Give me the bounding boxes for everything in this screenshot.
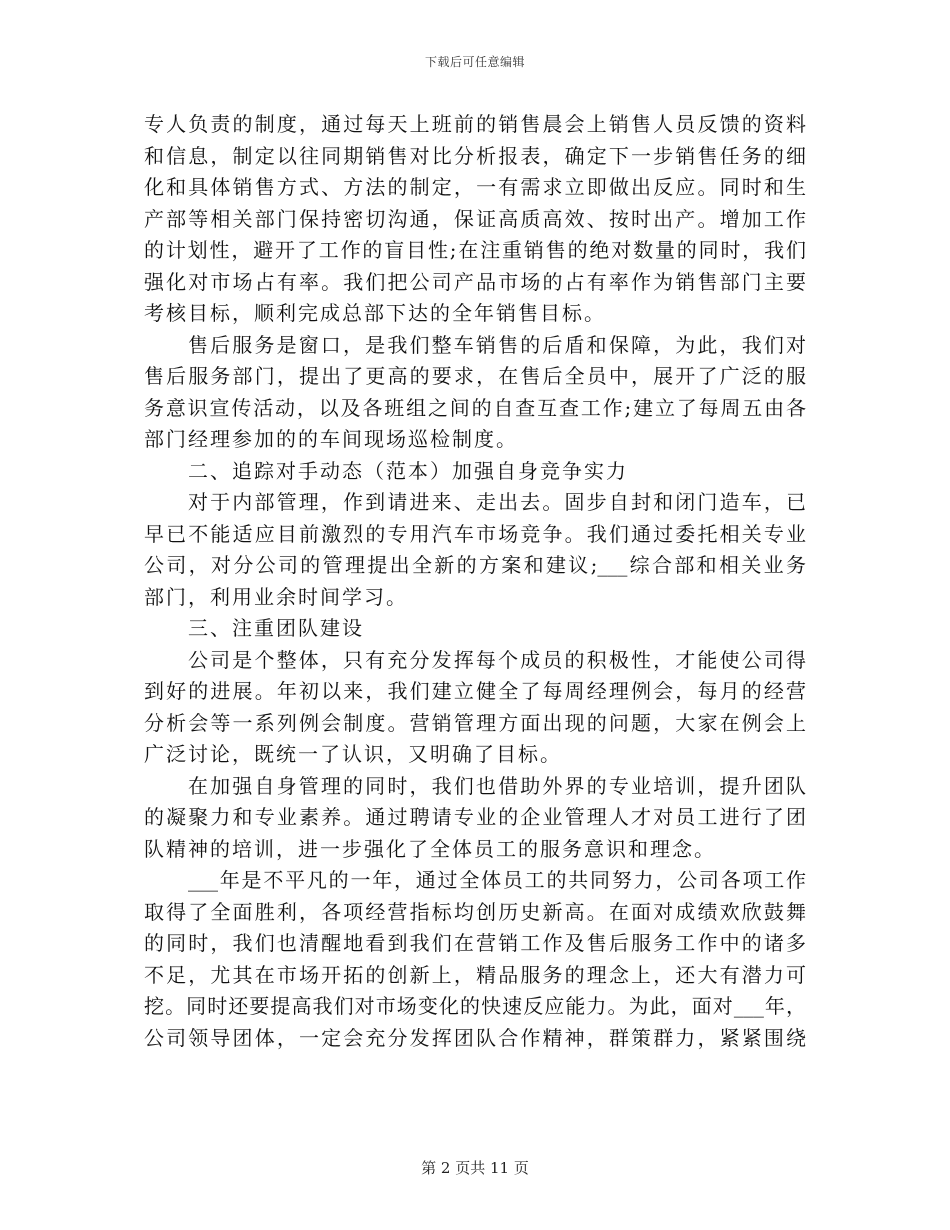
section-heading: 三、注重团队建设 xyxy=(188,616,364,640)
text-line: 产部等相关部门保持密切沟通，保证高质高效、按时出产。增加工作 xyxy=(144,206,806,231)
text-line: 挖。同时还要提高我们对市场变化的快速反应能力。为此，面对___年， xyxy=(144,994,806,1018)
page-footer: 第 2 页共 11 页 xyxy=(421,1159,529,1177)
paragraph-first-line: ___年是不平凡的一年，通过全体员工的共同努力，公司各项工作 xyxy=(188,868,806,892)
text-line: 广泛讨论，既统一了认识，又明确了目标。 xyxy=(144,742,562,766)
text-line: 队精神的培训，进一步强化了全体员工的服务意识和理念。 xyxy=(144,836,716,861)
text-line: 强化对市场占有率。我们把公司产品市场的占有率作为销售部门主要 xyxy=(144,269,806,294)
text-line: 化和具体销售方式、方法的制定，一有需求立即做出反应。同时和生 xyxy=(144,175,806,199)
text-line: 取得了全面胜利，各项经营指标均创历史新高。在面对成绩欢欣鼓舞 xyxy=(144,899,806,924)
paragraph-first-line: 对于内部管理，作到请进来、走出去。固步自封和闭门造车，已 xyxy=(188,490,806,514)
text-line: 的计划性，避开了工作的盲目性;在注重销售的绝对数量的同时，我们 xyxy=(144,238,806,262)
body-text xyxy=(144,109,806,1054)
page-header: 下载后可任意编辑 xyxy=(424,55,525,69)
text-line: 售后服务部门，提出了更高的要求，在售后全员中，展开了广泛的服 xyxy=(144,364,806,388)
text-line: 的同时，我们也清醒地看到我们在营销工作及售后服务工作中的诸多 xyxy=(144,931,806,955)
text-line: 的凝聚力和专业素养。通过聘请专业的企业管理人才对员工进行了团 xyxy=(144,805,806,829)
paragraph-first-line: 售后服务是窗口，是我们整车销售的后盾和保障，为此，我们对 xyxy=(188,332,806,357)
text-line: 分析会等一系列例会制度。营销管理方面出现的问题，大家在例会上 xyxy=(144,710,806,735)
text-line: 到好的进展。年初以来，我们建立健全了每周经理例会，每月的经营 xyxy=(144,679,806,703)
paragraph-first-line: 公司是个整体，只有充分发挥每个成员的积极性，才能使公司得 xyxy=(188,647,806,672)
text-line: 考核目标，顺利完成总部下达的全年销售目标。 xyxy=(144,301,606,325)
text-line: 和信息，制定以往同期销售对比分析报表，确定下一步销售任务的细 xyxy=(144,143,806,168)
paragraph-first-line: 在加强自身管理的同时，我们也借助外界的专业培训，提升团队 xyxy=(188,773,806,798)
text-line: 部门经理参加的的车间现场巡检制度。 xyxy=(144,427,518,451)
text-line: 专人负责的制度，通过每天上班前的销售晨会上销售人员反馈的资料 xyxy=(144,112,806,136)
text-line: 务意识宣传活动，以及各班组之间的自查互查工作;建立了每周五由各 xyxy=(144,395,806,420)
text-line: 部门，利用业余时间学习。 xyxy=(144,584,408,609)
text-line: 公司，对分公司的管理提出全新的方案和建议;___综合部和相关业务 xyxy=(144,553,806,577)
section-heading: 二、追踪对手动态（范本）加强自身竞争实力 xyxy=(188,458,628,483)
text-line: 不足，尤其在市场开拓的创新上，精品服务的理念上，还大有潜力可 xyxy=(144,962,806,987)
text-line: 公司领导团体，一定会充分发挥团队合作精神，群策群力，紧紧围绕 xyxy=(144,1025,806,1050)
text-line: 早已不能适应目前激烈的专用汽车市场竞争。我们通过委托相关专业 xyxy=(144,521,806,546)
